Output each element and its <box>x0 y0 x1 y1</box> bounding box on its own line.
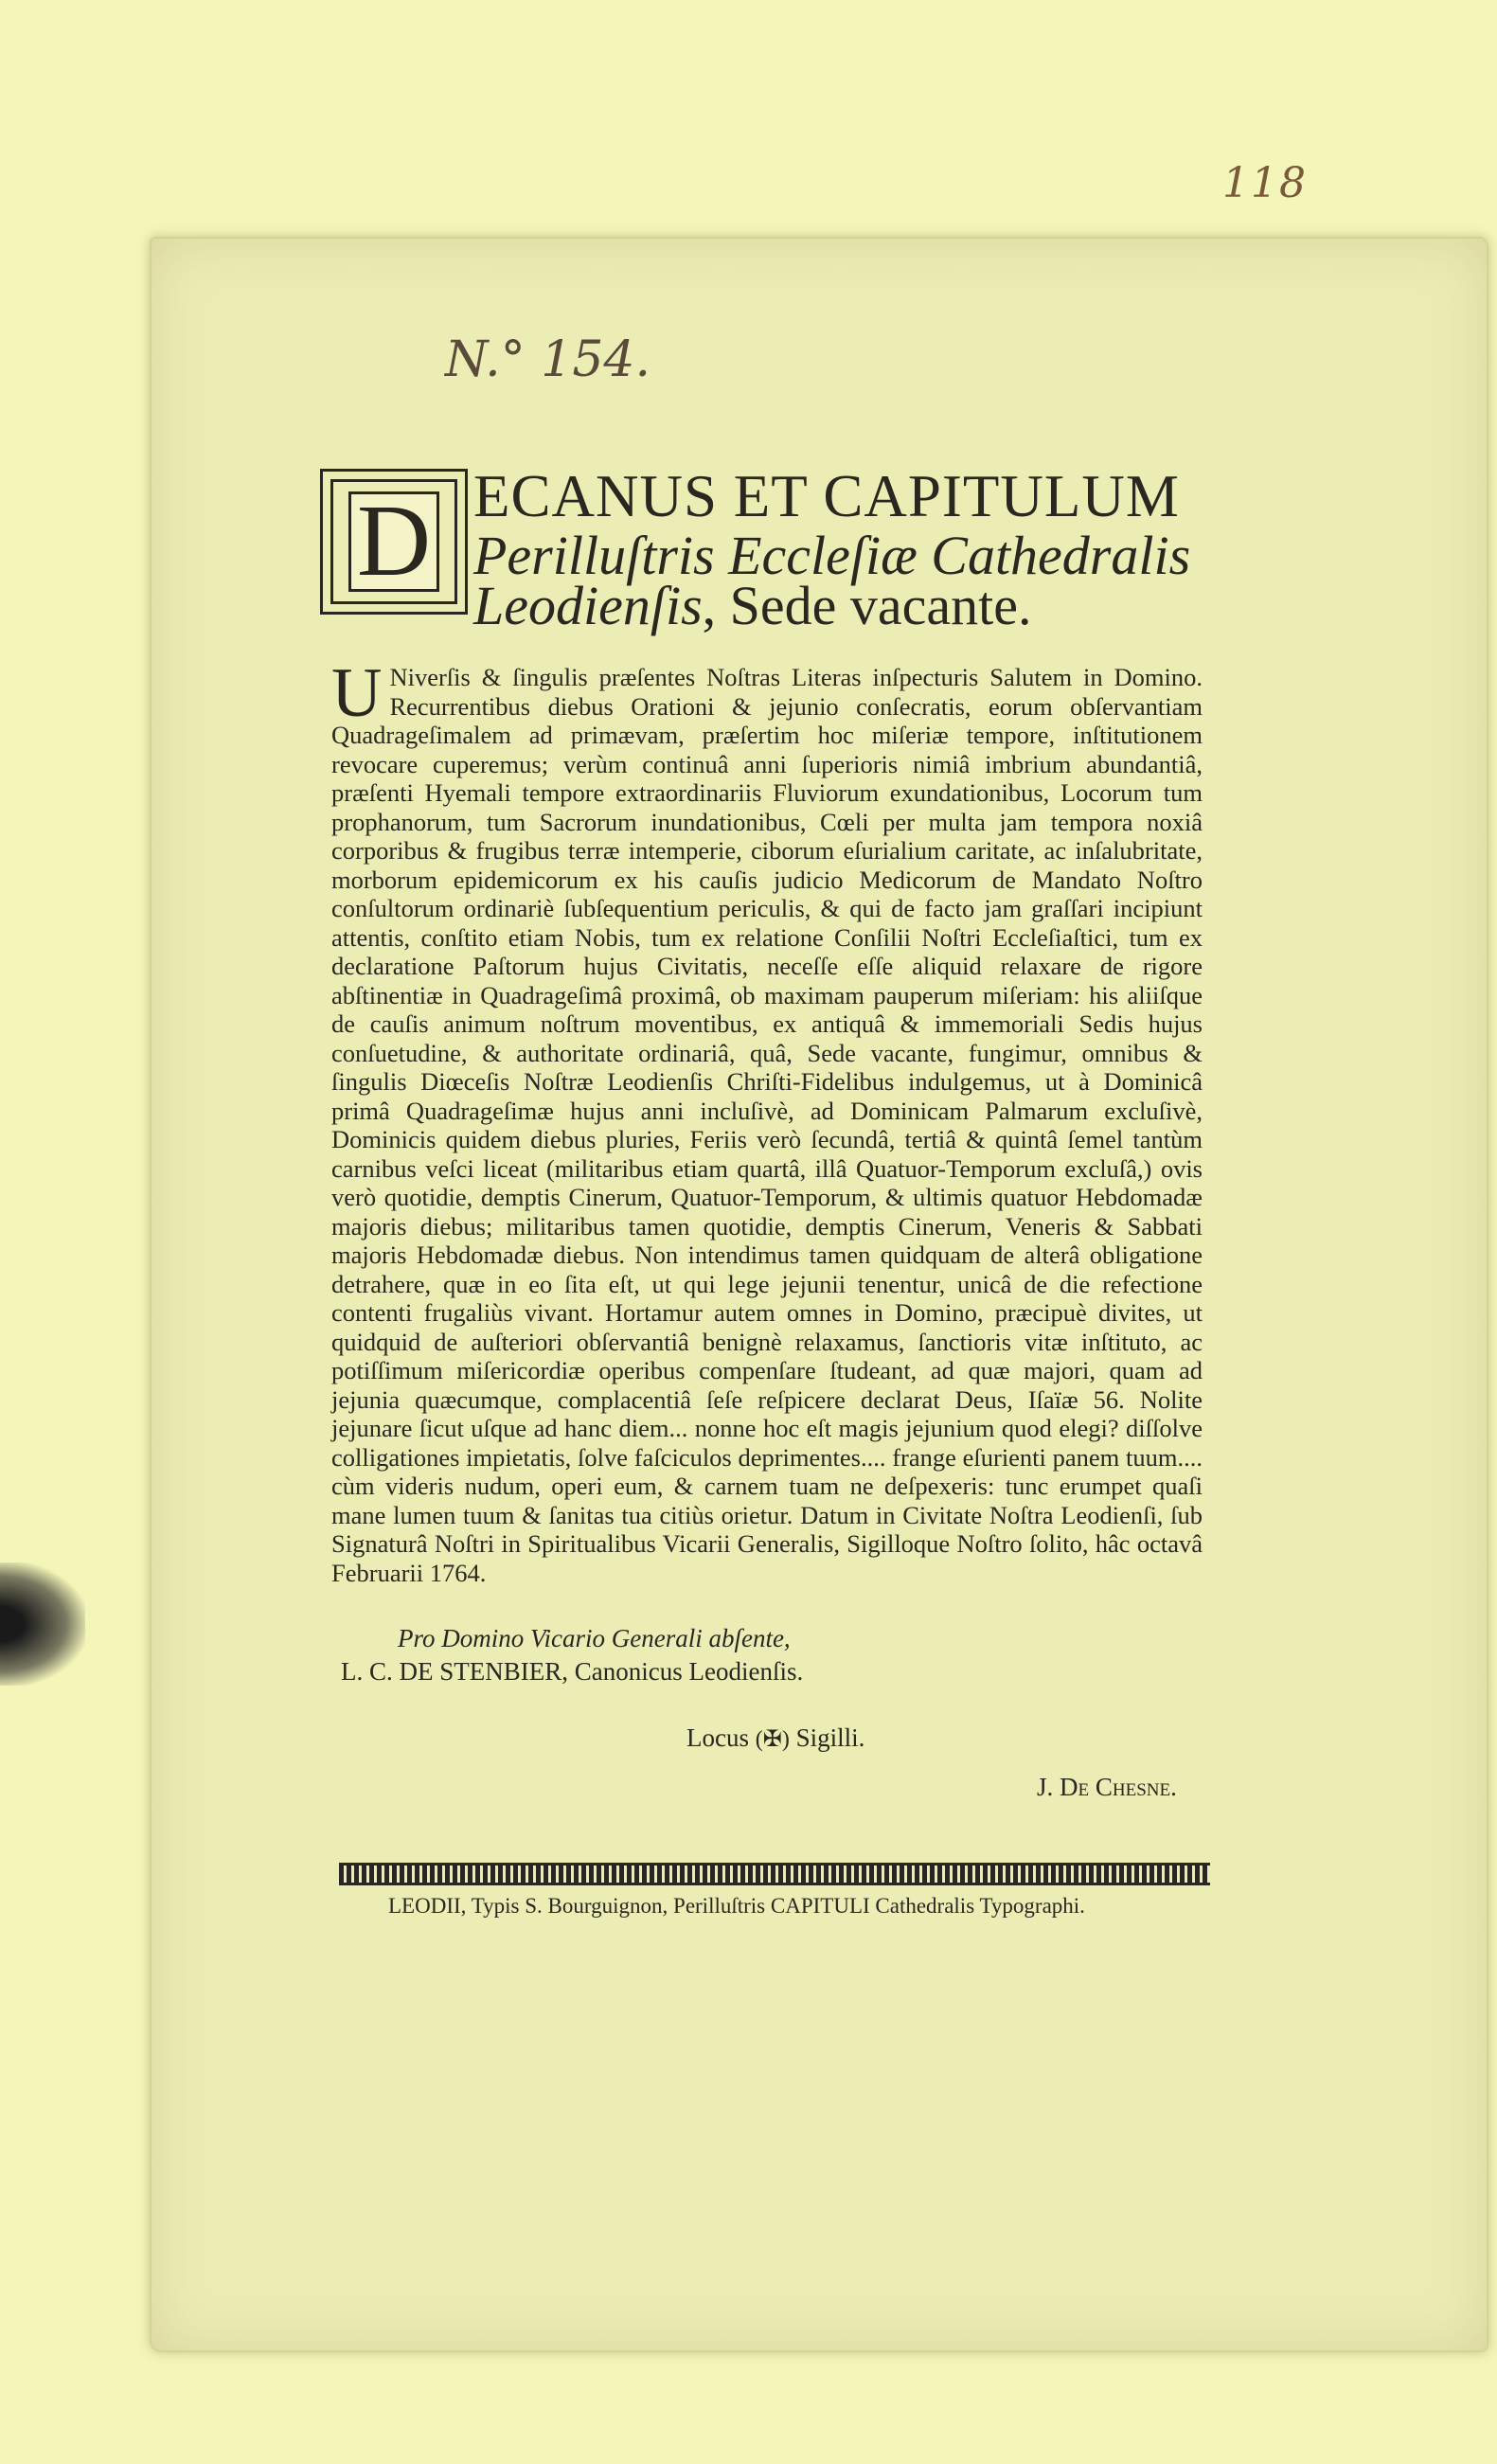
secretary-signature: J. De Chesne. <box>1037 1773 1177 1801</box>
heading-line-3-italic: Leodienſis <box>473 575 703 636</box>
body-initial: U <box>331 654 383 732</box>
locus-word: Locus <box>686 1723 749 1752</box>
heading-line-3-rest: , Sede vacante. <box>702 575 1032 636</box>
initial-letter: D <box>348 491 439 592</box>
seal-cross-icon: (✠) <box>755 1727 790 1752</box>
seal-place <box>686 1723 864 1753</box>
heading-line-1: ECANUS ET CAPITULUM <box>473 463 1180 529</box>
heading-line-3 <box>473 574 1032 637</box>
inventory-number: N.° 154. <box>445 331 651 388</box>
ornamental-rule <box>339 1863 1210 1885</box>
decree-body <box>331 654 1203 1587</box>
heading-line-2: Perilluſtris Eccleſiæ Cathedralis <box>473 525 1191 586</box>
signatory-name: L. C. DE STENBIER, Canonicus Leodienſis. <box>341 1657 804 1686</box>
sigilli-word: Sigilli. <box>795 1723 865 1752</box>
decree-text: Niverſis & ſingulis præſentes Noſtras Literas inſpecturis Salutem in Domino. Recurrentibus diebus Orationi & jejunio conſecratis, eorum obſervantiam Quadrageſimalem ad primævam, præſertim hoc miſeriæ tempore, inſtitutionem revocare cuperemus; verùm continuâ anni ſuperioris nimiâ imbrium abundantiâ, præſenti Hyemali tempore extraordinariis Fluviorum exundationibus, Locorum tum prophanorum, tum Sacrorum inundationibus, Cœli per multa jam tempora noxiâ corporibus & frugibus terræ intemperie, ciborum eſurialium caritate, ac inſalubritate, morborum epidemicorum ex his cauſis judicio Medicorum de Mandato Noſtro conſultorum ordinariè ſubſequentium periculis, & qui de facto jam graſſari incipiunt attentis, conſtito etiam Nobis, tum ex relatione Conſilii Noſtri Eccleſiaſtici, tum ex declaratione Paſtorum hujus Civitatis, neceſſe eſſe aliquid relaxare de rigore abſtinentiæ in Quadrageſimâ proximâ, ob maximam pauperum miſeriam: his aliiſque de cauſis animum noſtrum moventibus, ex antiquâ & immemoriali Sedis hujus conſuetudine, & authoritate ordinariâ, quâ, Sede vacante, fungimur, omnibus & ſingulis Diœceſis Noſtræ Leodienſis Chriſti-Fidelibus indulgemus, ut à Dominicâ primâ Quadrageſimæ hujus anni incluſivè, ad Dominicam Palmarum excluſivè, Dominicis quidem diebus pluries, Feriis verò ſecundâ, tertiâ & quintâ ſemel tantùm carnibus veſci liceat (militaribus etiam quartâ, illâ Quatuor-Temporum excluſâ,) ovis verò quotidie, demptis Cinerum, Quatuor-Temporum, & ultimis quatuor Hebdomadæ majoris diebus; militaribus tamen quotidie, demptis Cinerum, Veneris & Sabbati majoris Hebdomadæ diebus. Non intendimus tamen quidquam de alterâ obligatione detrahere, quæ in eo ſita eſt, ut qui lege jejunii tenentur, unicâ de die refectione contenti frugaliùs vivant. Hortamur autem omnes in Domino, præcipuè divites, ut quidquid de auſteriori obſervantiâ benignè relaxamus, ſanctioris vitæ inſtituto, ac potiſſimum miſericordiæ operibus compenſare ſtudeant, ad quæ majori, quam ad jejunia quæcumque, complacentiâ ſeſe reſpicere declarat Deus, Iſaïæ 56. Nolite jejunare ſicut uſque ad hanc diem... nonne hoc eſt magis jejunium quod elegi? diſſolve colligationes impietatis, ſolve faſciculos deprimentes.... frange eſurienti panem tuum.... cùm videris nudum, operi eum, & carnem tuam ne deſpexeris: tunc erumpet quaſi mane lumen tuum & ſanitas tua citiùs orietur. Datum in Civitate Noſtra Leodienſi, ſub Signaturâ Noſtri in Spiritualibus Vicarii Generalis, Sigilloque Noſtro ſolito, hâc octavâ Februarii 1764. <box>331 663 1203 1587</box>
folio-number: 118 <box>1222 159 1308 207</box>
pro-vicario-line: Pro Domino Vicario Generali abſente, <box>398 1624 791 1652</box>
printer-imprint: LEODII, Typis S. Bourguignon, Perilluſtris CAPITULI Cathedralis Typographi. <box>388 1894 1085 1918</box>
signature-block <box>341 1624 803 1687</box>
ink-stain <box>0 1562 85 1686</box>
decorated-initial <box>320 469 468 615</box>
